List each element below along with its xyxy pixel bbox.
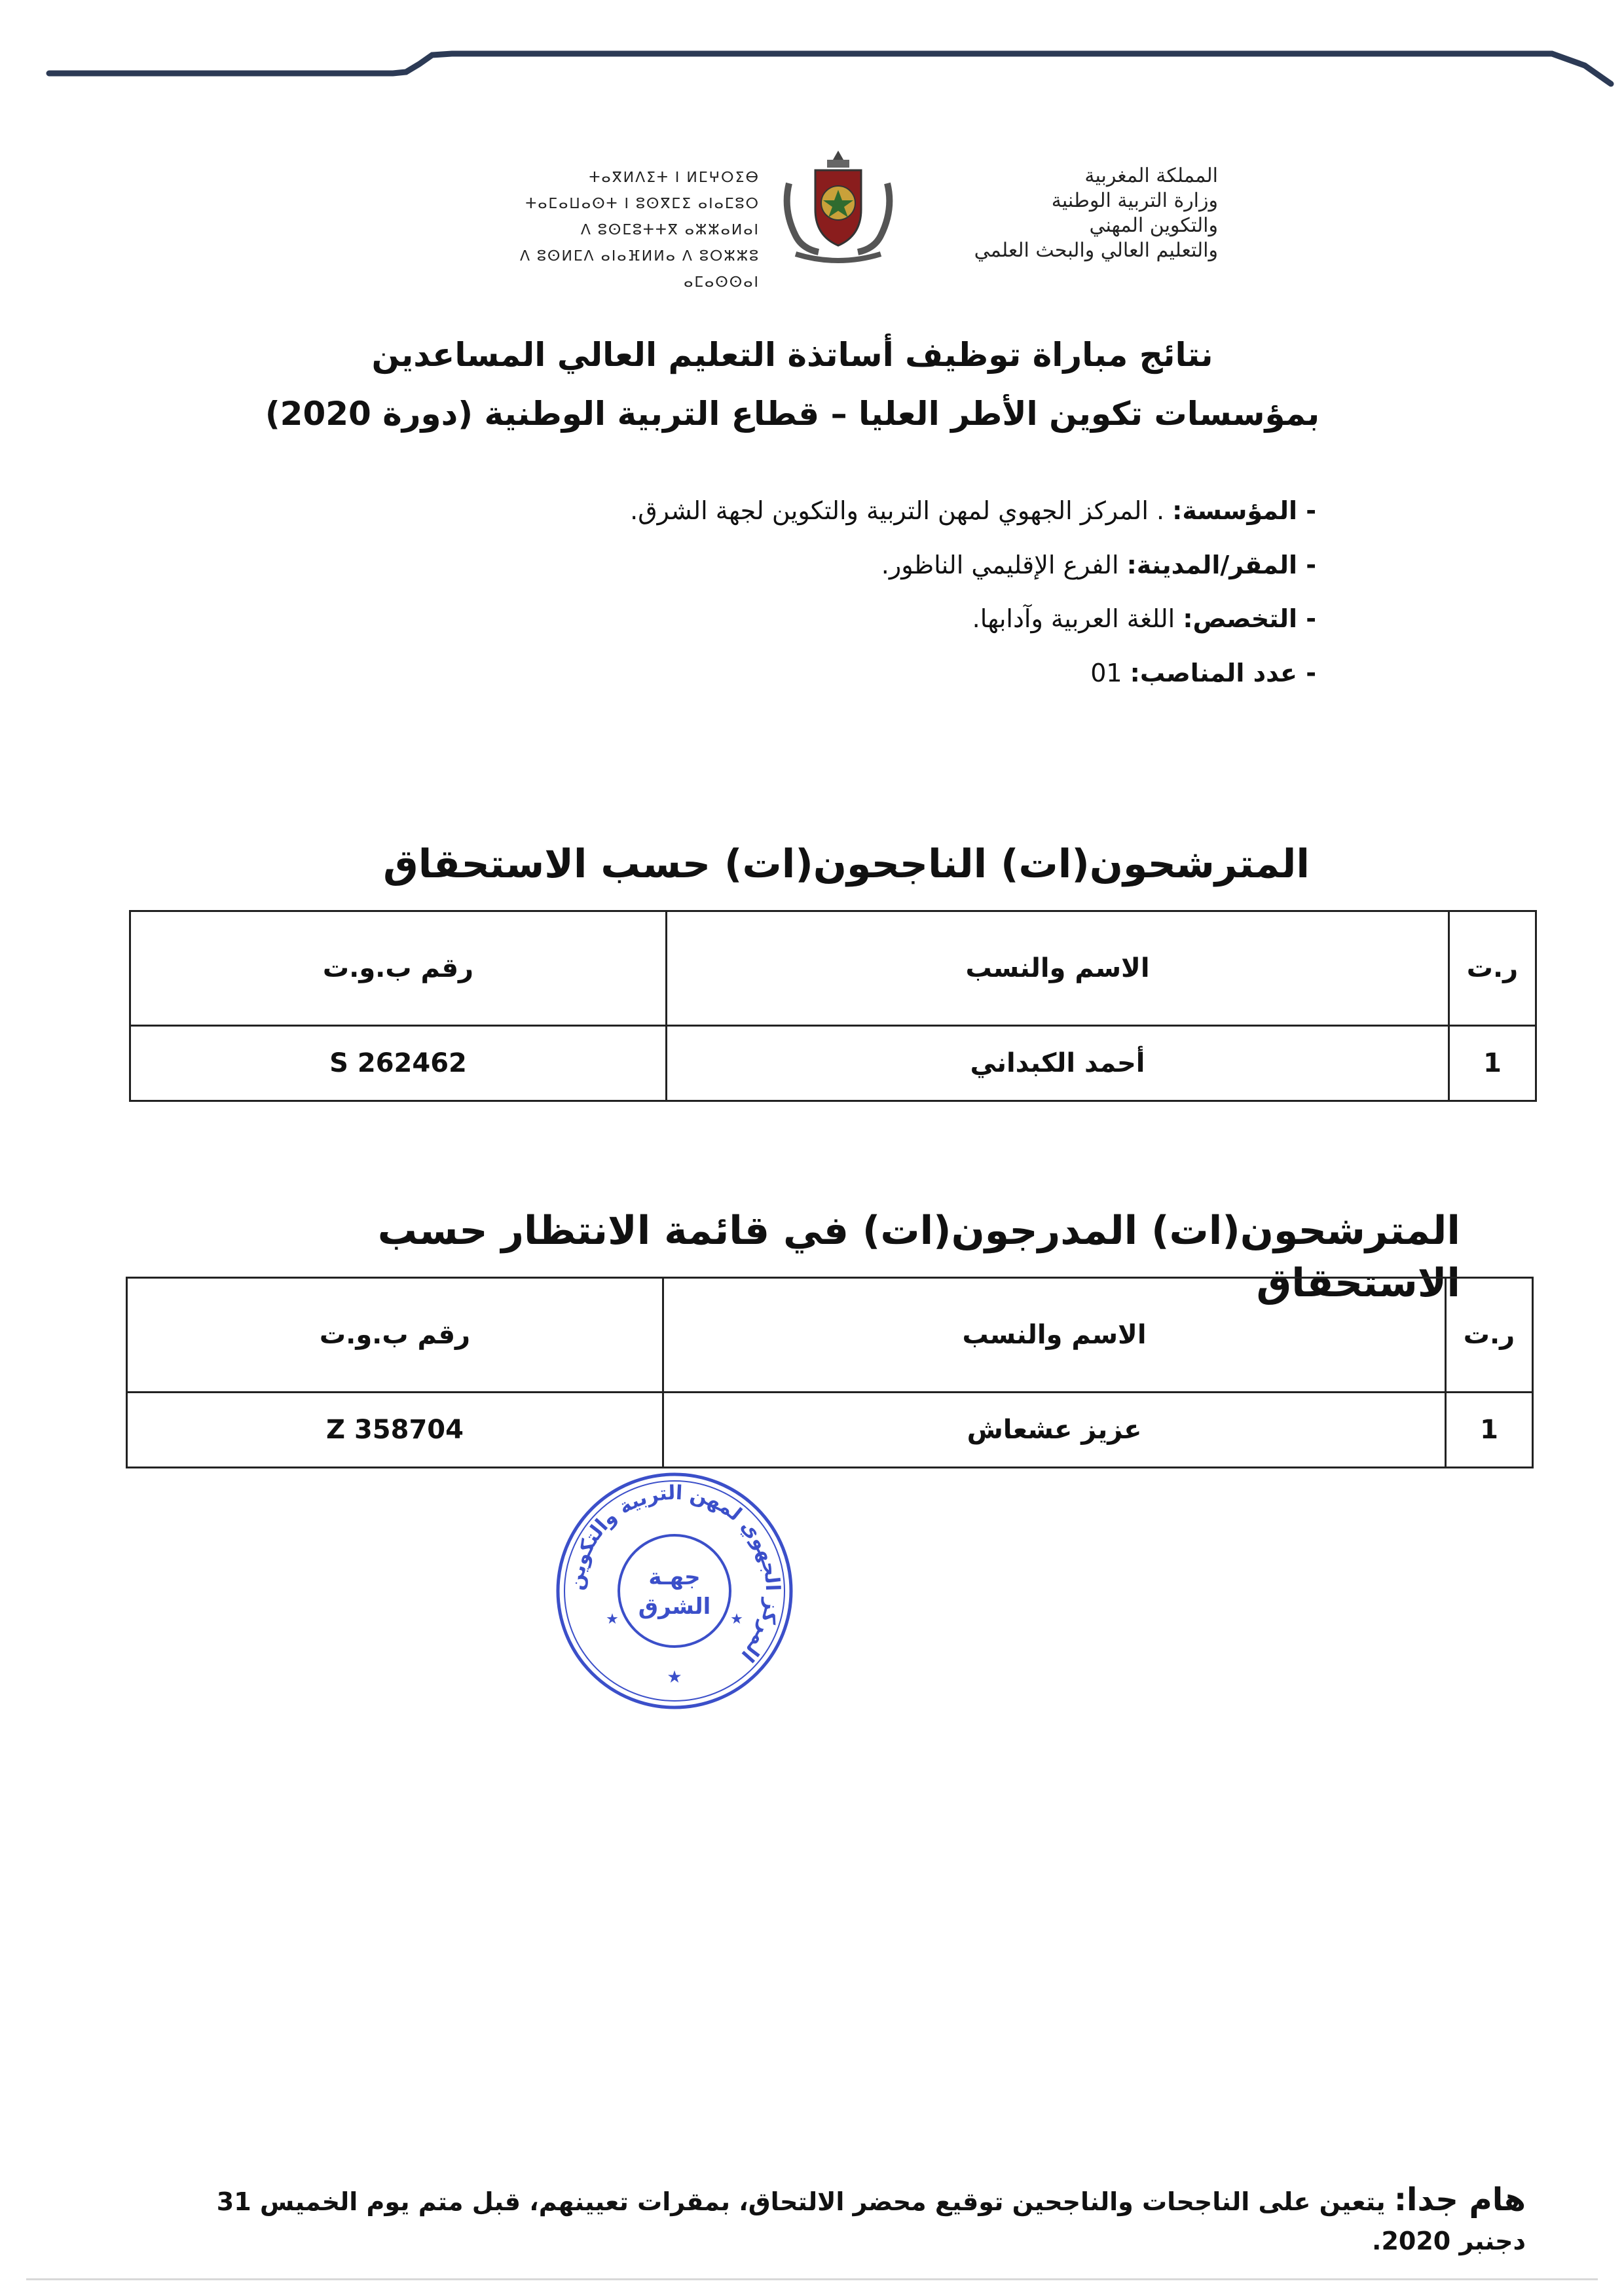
cell-id: Z 358704 bbox=[127, 1393, 663, 1468]
col-name: الاسم والنسب bbox=[667, 911, 1449, 1026]
col-name: الاسم والنسب bbox=[663, 1278, 1446, 1393]
cell-rank: 1 bbox=[1446, 1393, 1533, 1468]
stamp-center-line2: الشرق bbox=[638, 1594, 711, 1620]
stamp-star-icon: ★ bbox=[606, 1611, 619, 1628]
info-value: اللغة العربية وآدابها. bbox=[972, 604, 1183, 633]
info-positions bbox=[458, 657, 1316, 689]
coat-of-arms-emblem bbox=[776, 144, 900, 268]
waiting-table bbox=[126, 1277, 1534, 1468]
table-row bbox=[127, 1393, 1533, 1468]
info-value: . المركز الجهوي لمهن التربية والتكوين لجهة الشرق. bbox=[630, 496, 1173, 525]
header-line: المملكة المغربية bbox=[1084, 164, 1218, 187]
successful-heading: المترشحون(ات) الناجحون(ات) حسب الاستحقاق bbox=[383, 841, 1310, 887]
header-line: ⵜⴰⵎⴰⵡⴰⵙⵜ ⵏ ⵓⵙⴳⵎⵉ ⴰⵏⴰⵎⵓⵔ bbox=[525, 196, 760, 212]
important-note bbox=[196, 2180, 1526, 2261]
table-header-row bbox=[127, 1278, 1533, 1393]
header-line: ⵜⴰⴳⵍⴷⵉⵜ ⵏ ⵍⵎⵖⵔⵉⴱ bbox=[589, 170, 760, 186]
header-line: والتكوين المهني bbox=[1089, 214, 1218, 237]
cell-rank: 1 bbox=[1449, 1026, 1536, 1101]
note-text: يتعين على الناجحات والناجحين توقيع محضر الالتحاق، بمقرات تعيينهم، قبل متم يوم الخميس 31 دجنبر 2020. bbox=[216, 2187, 1526, 2255]
col-id: رقم ب.و.ت bbox=[130, 911, 667, 1026]
note-label: هام جدا: bbox=[1393, 2181, 1526, 2218]
official-stamp bbox=[550, 1467, 799, 1715]
info-label: - التخصص: bbox=[1183, 604, 1316, 633]
stamp-star-icon: ★ bbox=[730, 1611, 743, 1628]
header-line: ⴷ ⵓⵙⵎⵓⵜⵜⴳ ⴰⵣⵣⴰⵍⴰⵏ bbox=[580, 222, 760, 238]
header-line: ⴷ ⵓⵙⵍⵎⴷ ⴰⵏⴰⴼⵍⵍⴰ ⴷ ⵓⵔⵣⵣⵓ ⴰⵎⴰⵙⵙⴰⵏ bbox=[519, 248, 760, 291]
document-title-line2: بمؤسسات تكوين الأطر العليا – قطاع التربية الوطنية (دورة 2020) bbox=[265, 395, 1320, 433]
stamp-center-line1: جهـة bbox=[648, 1564, 701, 1590]
table-row bbox=[130, 1026, 1536, 1101]
info-label: - المقر/المدينة: bbox=[1126, 551, 1316, 579]
col-id: رقم ب.و.ت bbox=[127, 1278, 663, 1393]
info-value: 01 bbox=[1090, 659, 1130, 687]
col-rank: ر.ت bbox=[1446, 1278, 1533, 1393]
bottom-border-line bbox=[26, 2278, 1598, 2280]
cell-id: S 262462 bbox=[130, 1026, 667, 1101]
successful-table bbox=[129, 910, 1537, 1102]
cell-name: عزيز عشعاش bbox=[663, 1393, 1446, 1468]
info-label: - المؤسسة: bbox=[1172, 496, 1316, 525]
col-rank: ر.ت bbox=[1449, 911, 1536, 1026]
info-city bbox=[458, 549, 1316, 581]
table-header-row bbox=[130, 911, 1536, 1026]
info-specialty bbox=[458, 602, 1316, 635]
cell-name: أحمد الكبداني bbox=[667, 1026, 1449, 1101]
header-line: والتعليم العالي والبحث العلمي bbox=[974, 239, 1218, 262]
stamp-ring-text: المركز الجهوي لمهن التربية والتكوين bbox=[564, 1481, 784, 1667]
top-border-line bbox=[0, 0, 1624, 105]
stamp-star-icon: ★ bbox=[667, 1667, 682, 1687]
header-line: وزارة التربية الوطنية bbox=[1051, 189, 1218, 212]
document-title-line1: نتائج مباراة توظيف أساتذة التعليم العالي المساعدين bbox=[371, 336, 1213, 374]
info-label: - عدد المناصب: bbox=[1130, 659, 1316, 687]
ministry-header-tifinagh bbox=[445, 165, 760, 296]
info-institution bbox=[458, 494, 1316, 527]
info-value: الفرع الإقليمي الناظور. bbox=[881, 551, 1127, 579]
ministry-header-arabic bbox=[877, 164, 1218, 263]
waiting-heading: المترشحون(ات) المدرجون(ات) في قائمة الانتظار حسب الاستحقاق bbox=[377, 1208, 1460, 1306]
